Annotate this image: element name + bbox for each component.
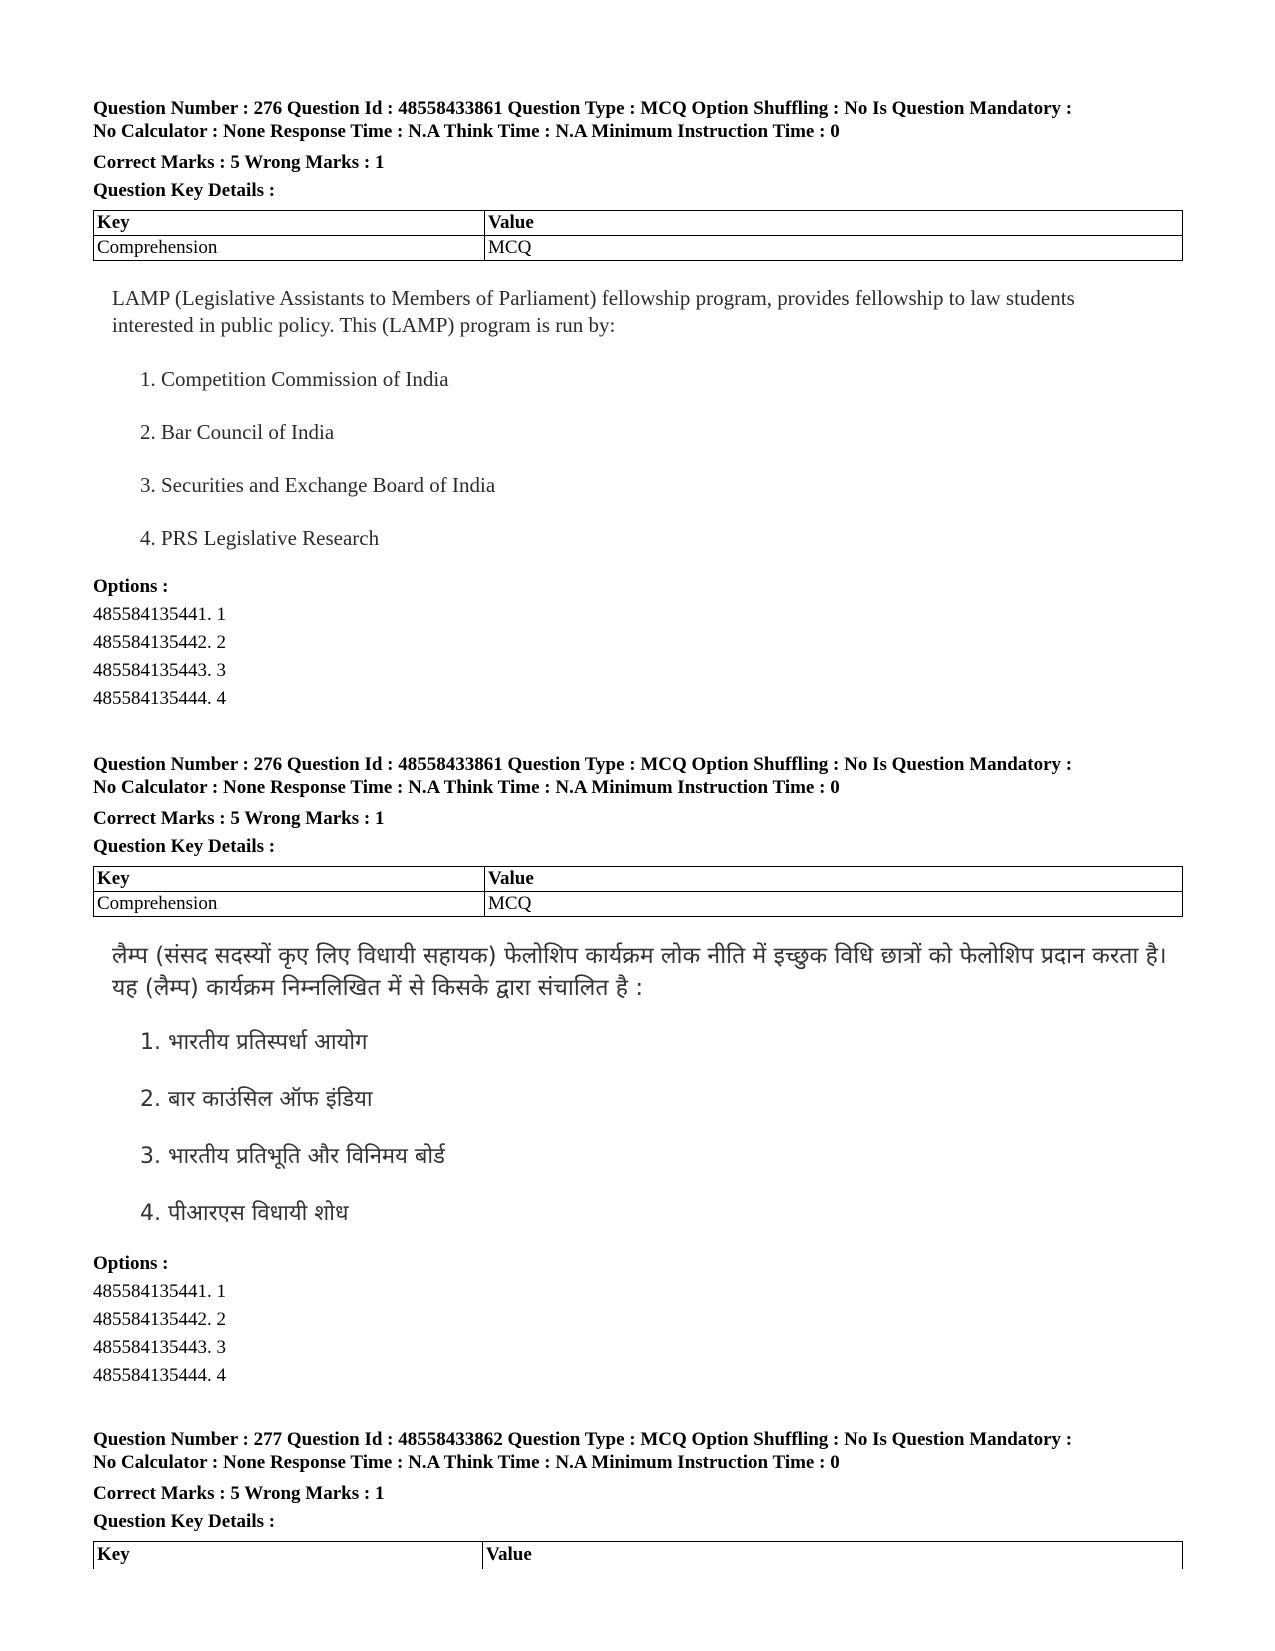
question-header [93,1428,1203,1474]
options-label: Options : [93,1253,169,1274]
table-header-value: Value [486,1544,532,1565]
marks-line: Correct Marks : 5 Wrong Marks : 1 [93,152,385,173]
table-header-row [94,867,1183,892]
question-meta-line: Question Number : 276 Question Id : 48558433861 Question Type : MCQ Option Shuffling : No Is Question Mandatory : [93,98,1073,119]
choice-item: 2. बार काउंसिल ऑफ इंडिया [140,1087,373,1112]
option-item: 485584135442. 2 [93,1309,226,1330]
question-text: लैम्प (संसद सदस्यों कृए लिए विधायी सहायक) फेलोशिप कार्यक्रम लोक नीति में इच्छुक विधि छात्रों को फेलोशिप प्रदान करता है। यह (लैम्प) कार्यक्रम निम्नलिखित में से किसके द्वारा संचालित है : [112,943,1167,1001]
table-row [94,892,1183,917]
option-item: 485584135441. 1 [93,604,226,625]
question-meta-line: Question Number : 277 Question Id : 48558433862 Question Type : MCQ Option Shuffling : No Is Question Mandatory : [93,1429,1073,1450]
key-details-table [93,210,1183,261]
table-row [94,236,1183,261]
option-item: 485584135444. 4 [93,1365,226,1386]
option-item: 485584135443. 3 [93,660,226,681]
table-cell-key: Comprehension [94,892,485,917]
question-meta-line: Question Number : 276 Question Id : 48558433861 Question Type : MCQ Option Shuffling : No Is Question Mandatory : [93,754,1073,775]
choice-item: 3. Securities and Exchange Board of India [140,473,496,497]
options-label: Options : [93,576,169,597]
key-details-label: Question Key Details : [93,180,276,201]
question-meta-line: No Calculator : None Response Time : N.A Think Time : N.A Minimum Instruction Time : 0 [93,777,840,798]
option-item: 485584135444. 4 [93,688,226,709]
column-divider [482,1542,483,1569]
key-details-table [93,866,1183,917]
table-header-key: Key [97,1544,130,1565]
option-item: 485584135443. 3 [93,1337,226,1358]
table-cell-value: MCQ [485,892,1183,917]
table-header-key: Key [94,211,485,236]
choice-item: 2. Bar Council of India [140,420,335,444]
question-meta-line: No Calculator : None Response Time : N.A Think Time : N.A Minimum Instruction Time : 0 [93,1452,840,1473]
question-text: LAMP (Legislative Assistants to Members of Parliament) fellowship program, provides fellowship to law students interested in public policy. This (LAMP) program is run by: [112,286,1075,337]
key-details-label: Question Key Details : [93,1511,276,1532]
marks-line: Correct Marks : 5 Wrong Marks : 1 [93,1483,385,1504]
table-header-value: Value [485,211,1183,236]
table-header-key: Key [94,867,485,892]
choice-item: 4. PRS Legislative Research [140,526,380,550]
key-details-table-partial [93,1541,1183,1569]
question-header [93,97,1203,143]
option-item: 485584135442. 2 [93,632,226,653]
question-header [93,753,1203,799]
choice-item: 3. भारतीय प्रतिभूति और विनिमय बोर्ड [140,1144,445,1169]
table-cell-value: MCQ [485,236,1183,261]
choice-item: 4. पीआरएस विधायी शोध [140,1201,349,1226]
option-item: 485584135441. 1 [93,1281,226,1302]
choice-item: 1. भारतीय प्रतिस्पर्धा आयोग [140,1030,368,1055]
choice-item: 1. Competition Commission of India [140,367,449,391]
table-header-row [94,211,1183,236]
marks-line: Correct Marks : 5 Wrong Marks : 1 [93,808,385,829]
key-details-label: Question Key Details : [93,836,276,857]
table-header-value: Value [485,867,1183,892]
table-cell-key: Comprehension [94,236,485,261]
question-meta-line: No Calculator : None Response Time : N.A Think Time : N.A Minimum Instruction Time : 0 [93,121,840,142]
